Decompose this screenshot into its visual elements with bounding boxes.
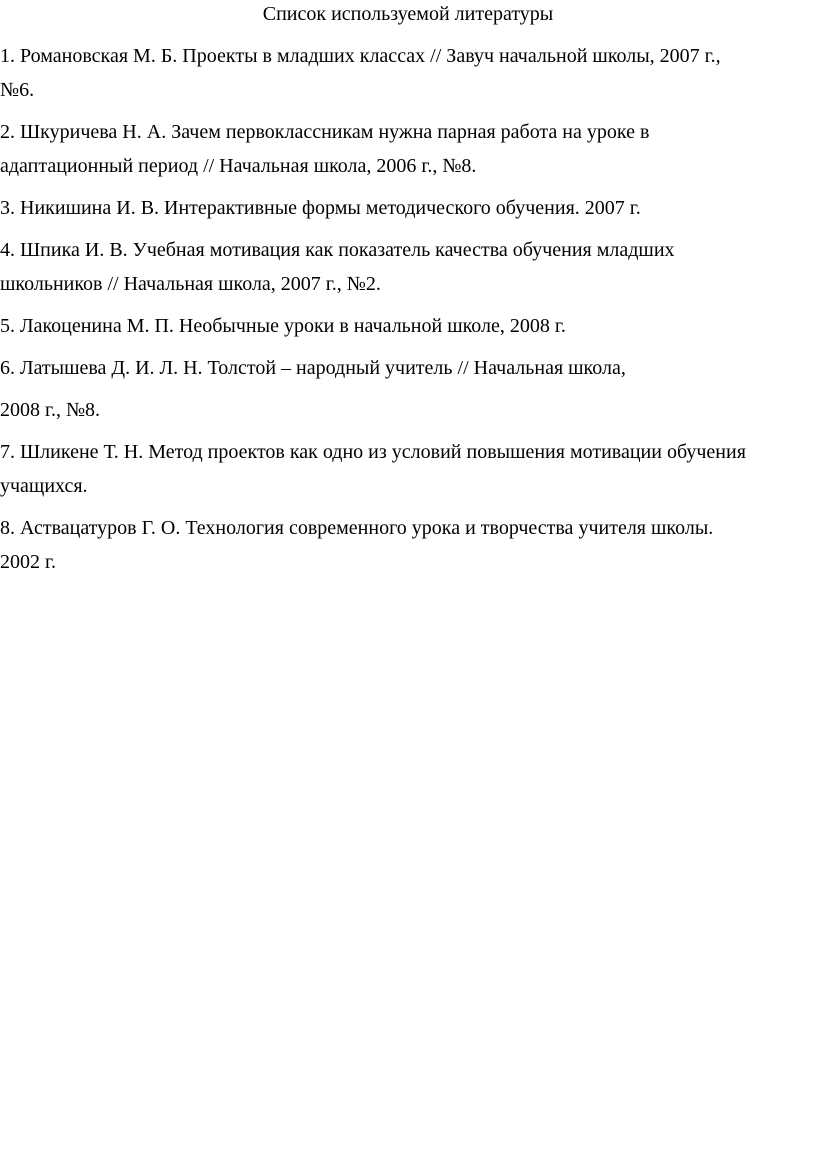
reference-8-line-1: 8. Аствацатуров Г. О. Технология современного урока и творчества учителя школы. bbox=[0, 517, 714, 539]
document-title: Список используемой литературы bbox=[262, 3, 554, 25]
reference-4-line-2: школьников // Начальная школа, 2007 г., №2. bbox=[0, 273, 381, 295]
reference-2-line-1: 2. Шкуричева Н. А. Зачем первоклассникам нужна парная работа на уроке в bbox=[0, 121, 650, 143]
reference-1-line-1: 1. Романовская М. Б. Проекты в младших классах // Завуч начальной школы, 2007 г., bbox=[0, 45, 721, 67]
reference-1-line-2: №6. bbox=[0, 79, 35, 101]
reference-6-line-2: 2008 г., №8. bbox=[0, 399, 101, 421]
reference-2-line-2: адаптационный период // Начальная школа, 2006 г., №8. bbox=[0, 155, 477, 177]
reference-5-line-1: 5. Лакоценина М. П. Необычные уроки в начальной школе, 2008 г. bbox=[0, 315, 566, 337]
reference-7-line-2: учащихся. bbox=[0, 475, 88, 497]
reference-4-line-1: 4. Шпика И. В. Учебная мотивация как показатель качества обучения младших bbox=[0, 239, 675, 261]
reference-3-line-1: 3. Никишина И. В. Интерактивные формы методического обучения. 2007 г. bbox=[0, 197, 641, 219]
reference-7-line-1: 7. Шликене Т. Н. Метод проектов как одно из условий повышения мотивации обучения bbox=[0, 441, 746, 463]
reference-6-line-1: 6. Латышева Д. И. Л. Н. Толстой – народный учитель // Начальная школа, bbox=[0, 357, 626, 379]
reference-8-line-2: 2002 г. bbox=[0, 551, 56, 573]
